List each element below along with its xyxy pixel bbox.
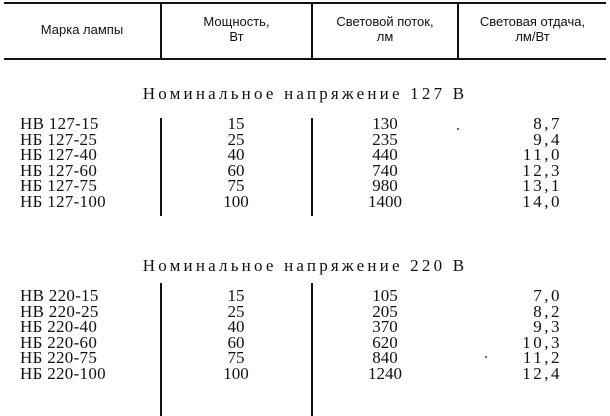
table-row-power: 75 — [227, 176, 245, 196]
table-row-flux: 840 — [372, 348, 398, 368]
header-col-power: Мощность, Вт — [203, 14, 270, 44]
print-speck — [457, 128, 459, 130]
table-row-flux: 1240 — [368, 363, 402, 383]
header-col-name: Марка лампы — [40, 22, 124, 37]
table-row-efficacy: 9,4 — [533, 129, 562, 149]
section-127v-flux — [325, 116, 445, 210]
table-row-efficacy: 8,2 — [533, 301, 562, 321]
table-row-flux: 130 — [372, 114, 398, 133]
section-220v-power — [176, 288, 296, 382]
table-row-flux: 205 — [372, 301, 398, 321]
table-row-name: НБ 127-100 — [20, 191, 106, 211]
header-col-flux: Световой поток, лм — [336, 14, 434, 44]
table-row-efficacy: 12,3 — [522, 160, 562, 180]
table-row-flux: 980 — [372, 176, 398, 196]
table-row-flux: 1400 — [368, 191, 402, 211]
table-row-power: 100 — [223, 363, 249, 383]
table-row-power: 40 — [227, 317, 245, 337]
table-row-name: НБ 127-40 — [20, 145, 98, 165]
header-col-efficacy: Световая отдача, лм/Вт — [479, 14, 586, 44]
table-row-name: НБ 220-75 — [20, 348, 98, 368]
header-bottom-rule — [4, 58, 606, 60]
table-row-name: НВ 220-15 — [20, 286, 99, 305]
table-row-efficacy: 11,0 — [522, 145, 562, 165]
table-top-rule — [4, 2, 606, 4]
section-title-127v: Номинальное напряжение 127 В — [142, 84, 468, 103]
table-row-name: НВ 220-25 — [20, 301, 99, 321]
table-row-name: НБ 127-75 — [20, 176, 98, 196]
table-row-name: НБ 220-60 — [20, 332, 98, 352]
table-row-power: 25 — [227, 129, 245, 149]
table-row-power: 25 — [227, 301, 245, 321]
body-divider-1-s2 — [160, 283, 162, 416]
table-row-flux: 370 — [372, 317, 398, 337]
table-row-efficacy: 8,7 — [533, 114, 562, 133]
table-row-efficacy: 13,1 — [522, 176, 562, 196]
table-row-name: НБ 220-40 — [20, 317, 98, 337]
table-row-name: НВ 127-15 — [20, 114, 99, 133]
table-row-flux: 740 — [372, 160, 398, 180]
section-127v-efficacy — [470, 116, 562, 210]
table-row-flux: 105 — [372, 286, 398, 305]
table-row-flux: 440 — [372, 145, 398, 165]
body-divider-1-s1 — [160, 118, 162, 216]
table-row-power: 60 — [227, 160, 245, 180]
section-220v-flux — [325, 288, 445, 382]
section-title-220v: Номинальное напряжение 220 В — [142, 256, 468, 275]
body-divider-2-s2 — [311, 283, 313, 416]
table-row-efficacy: 10,3 — [522, 332, 562, 352]
table-row-name: НБ 127-60 — [20, 160, 98, 180]
table-row-flux: 235 — [372, 129, 398, 149]
table-row-power: 40 — [227, 145, 245, 165]
table-row-power: 15 — [227, 114, 245, 133]
table-row-power: 75 — [227, 348, 245, 368]
table-row-power: 60 — [227, 332, 245, 352]
section-220v-efficacy — [470, 288, 562, 382]
table-row-power: 100 — [223, 191, 249, 211]
table-row-efficacy: 14,0 — [522, 191, 562, 211]
table-row-efficacy: 12,4 — [522, 363, 562, 383]
section-127v-power — [176, 116, 296, 210]
table-row-efficacy: 11,2 — [522, 348, 562, 368]
table-row-name: НБ 220-100 — [20, 363, 106, 383]
section-220v-names — [20, 288, 106, 382]
table-row-power: 15 — [227, 286, 245, 305]
table-row-efficacy: 7,0 — [533, 286, 562, 305]
table-row-flux: 620 — [372, 332, 398, 352]
section-127v-names — [20, 116, 106, 210]
body-divider-2-s1 — [311, 118, 313, 216]
table-row-efficacy: 9,3 — [533, 317, 562, 337]
table-row-name: НБ 127-25 — [20, 129, 98, 149]
